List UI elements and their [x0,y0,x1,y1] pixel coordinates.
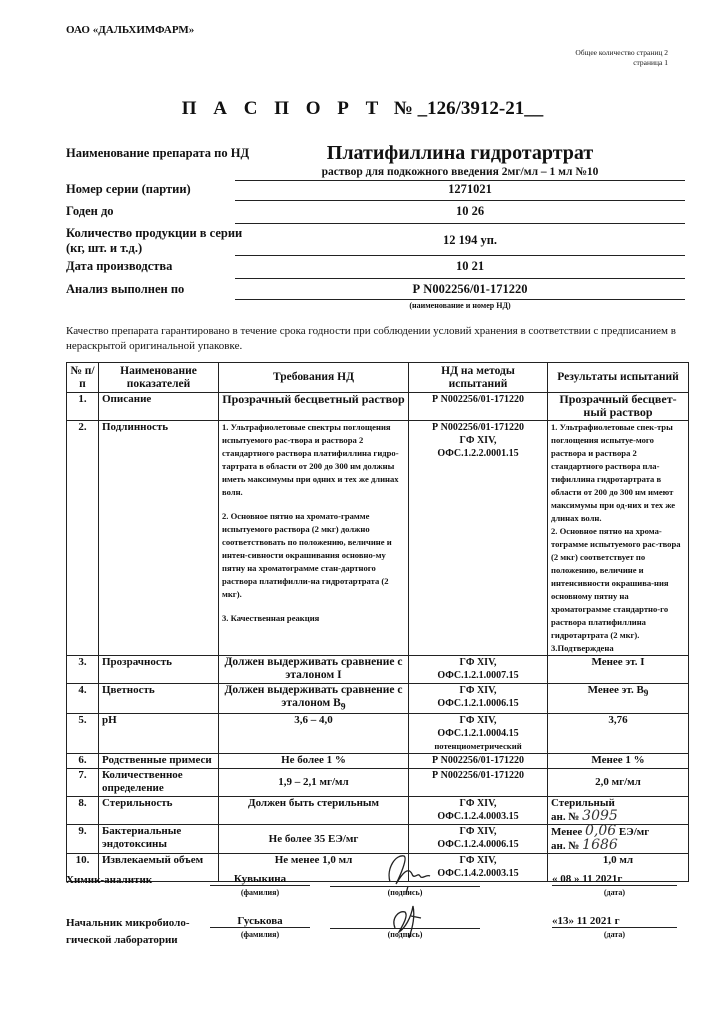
row-requirement: Не более 35 ЕЭ/мг [219,825,409,854]
row-number: 3. [67,656,99,684]
divider [235,255,685,256]
row-requirement: Прозрачный бесцветный раствор [219,393,409,421]
chemist-surname: Кувыкина [210,873,310,886]
requirement-subscript: 9 [340,701,346,713]
row-number: 2. [67,421,99,656]
title-word: П А С П О Р Т [181,98,385,119]
date-caption: (дата) [603,930,626,939]
result-tlc: 2. Основное пятно на хрома-тограмме испытуемого рас-твора (2 мкг) соответствует по положению, величине и интенсивности окрашива-ния основному пятну на хроматограмме стандартно-го раствора платифиллина гидротартрата (2 мкг). [551,526,681,640]
passport-number: № _126/3912-21__ [393,98,544,119]
requirement-reaction: 3. Качественная реакция [222,613,320,623]
divider [235,180,685,181]
method-line: Р N002256/01-171220 [432,422,524,433]
row-number: 7. [67,769,99,797]
col-header-number: № п/п [67,363,99,393]
table-row [67,684,689,714]
method-line: ОФС.1.2.1.0007.15 [437,670,519,681]
analysis-caption: (наименование и номер НД) [409,301,511,310]
row-result: Менее эт. I [548,656,689,684]
result-text: Менее эт. B [587,684,644,696]
method-line: ОФС.1.2.1.0004.15 [437,728,519,740]
head-role [66,915,216,949]
table-row [67,656,689,684]
method-line: ГФ XIV, [459,657,497,668]
table-row [67,797,689,825]
head-role-line: гической лаборатории [66,934,178,946]
row-method: Р N002256/01-171220 [409,393,548,421]
total-pages: Общее количество страниц 2 [575,48,668,57]
result-uv: 1. Ультрафиолетовые спек-тры поглощения испытуе-мого раствора и раствора 2 стандартного раствора пла-тифиллина гидротартрата в области от 200 до 300 нм имеют максимумы при од-них и тех же длинах волн. [551,422,676,523]
row-result: 2,0 мг/мл [548,769,689,797]
page-info [575,48,668,68]
table-header-row [67,363,689,393]
row-method [409,714,548,754]
row-requirement: Должен быть стерильным [219,797,409,825]
drug-name-label: Наименование препарата по НД [66,146,250,160]
analysis-number-label: ан. № [551,840,580,853]
handwritten-analysis-number: 3095 [582,808,618,825]
head-role-line: Начальник микробиоло- [66,917,190,929]
signature-caption: (подпись) [387,930,423,939]
row-number: 10. [67,854,99,882]
divider [235,223,685,224]
requirement-tlc: 2. Основное пятно на хромато-грамме испытуемого раствора (2 мкг) должно соответствовать по положению, величине и интен-сивности окрашивания основно-му пятну на хроматограмме стан-дартного раствора платифилли-на гидротартрата (2 мкг). [222,511,392,599]
analysis-number [551,839,685,853]
row-number: 1. [67,393,99,421]
row-requirement [219,684,409,714]
row-result: 1,0 мл [548,854,689,882]
row-result [548,825,689,854]
row-method [409,421,548,656]
row-method: Р N002256/01-171220 [409,754,548,769]
table-row [67,393,689,421]
result-subscript: 9 [643,688,649,699]
results-table [66,362,689,882]
batch-value: 1271021 [448,182,492,196]
surname-caption: (фамилия) [240,930,280,939]
divider [235,200,685,201]
row-method [409,684,548,714]
divider [235,278,685,279]
row-indicator: Родственные примеси [99,754,219,769]
drug-form: раствор для подкожного введения 2мг/мл – 1 мл №10 [321,166,599,178]
row-result: 3,76 [548,714,689,754]
row-indicator: Количественное определение [99,769,219,797]
method-line: ГФ XIV, [459,685,497,696]
quality-statement: Качество препарата гарантировано в течение срока годности при соблюдении условий хранения в соответствии с предписанием в нераскрытой оригинальной упаковке. [66,325,676,352]
row-requirement: Не более 1 % [219,754,409,769]
chemist-role: Химик-аналитик [66,874,153,886]
document-title [0,98,725,120]
row-indicator: Прозрачность [99,656,219,684]
analysis-value: Р N002256/01-171220 [412,282,528,296]
production-value: 10 21 [455,259,485,273]
table-row [67,769,689,797]
analysis-number-label: ан. № [551,811,580,824]
row-indicator: Бактериальные эндотоксины [99,825,219,854]
row-number: 9. [67,825,99,854]
row-result: Прозрачный бесцвет-ный раствор [548,393,689,421]
batch-label: Номер серии (партии) [66,182,191,196]
row-requirement: Не менее 1,0 мл [219,854,409,882]
method-line: ОФС.1.2.1.0006.15 [437,698,519,709]
divider [235,299,685,300]
row-indicator: Извлекаемый объем [99,854,219,882]
row-method [409,656,548,684]
quantity-label-line: Количество продукции в серии [66,226,243,240]
method-line: ГФ XIV, [459,435,497,446]
date-caption: (дата) [603,888,626,897]
head-surname: Гуськова [210,915,310,928]
analysis-number [551,810,685,824]
result-unit: ЕЭ/мг [618,826,650,839]
handwritten-analysis-number: 1686 [582,837,618,854]
row-indicator: Подлинность [99,421,219,656]
table-row [67,754,689,769]
endotoxin-result [551,825,685,839]
expiry-label: Годен до [66,204,114,218]
requirement-uv: 1. Ультрафиолетовые спектры поглощения испытуемого рас-твора и раствора 2 стандартного раствора платифиллина гидро-тартрата в области от 200 до 300 нм должны иметь максимумы при одних и тех же длинах волн. [222,422,399,497]
row-requirement: Должен выдерживать сравнение с эталоном I [219,656,409,684]
result-less-than: Менее [551,826,583,839]
row-method: Р N002256/01-171220 [409,769,548,797]
production-label: Дата производства [66,259,173,273]
col-header-results: Результаты испытаний [548,363,689,393]
quantity-label-line: (кг, шт. и т.д.) [66,241,143,255]
method-line: ГФ XIV, [459,715,497,727]
chemist-date: « 08 » 11 2021г [552,873,677,886]
company-name: ОАО «ДАЛЬХИМФАРМ» [66,24,195,36]
chemist-signature [378,846,448,894]
row-requirement: 1,9 – 2,1 мг/мл [219,769,409,797]
signature-caption: (подпись) [387,888,423,897]
method-line: ГФ XIV, [459,826,497,838]
table-row [67,714,689,754]
method-line: ГФ XIV, [459,798,497,810]
method-line: ОФС.1.2.2.0001.15 [437,448,519,459]
method-line: ОФС.1.4.2.0003.15 [437,868,519,880]
row-indicator: Стерильность [99,797,219,825]
result-reaction: 3.Подтверждена [551,643,614,653]
surname-caption: (фамилия) [240,888,280,897]
method-line: потенциометрический [434,741,522,752]
handwritten-endotoxin-value: 0,06 [584,823,617,840]
col-header-methods: НД на методы испытаний [409,363,548,393]
row-number: 4. [67,684,99,714]
requirement-text: Должен выдерживать сравнение с эталоном B [224,684,403,709]
col-header-indicator: Наименование показателей [99,363,219,393]
row-result [548,797,689,825]
expiry-value: 10 26 [455,204,485,218]
page-number: страница 1 [633,58,668,67]
row-requirement: 3,6 – 4,0 [219,714,409,754]
method-line: ОФС.1.2.4.0006.15 [437,839,519,851]
method-line: ГФ XIV, [459,855,497,867]
table-row [67,421,689,656]
quantity-value: 12 194 уп. [442,233,498,247]
row-indicator: pH [99,714,219,754]
row-indicator: Цветность [99,684,219,714]
row-number: 8. [67,797,99,825]
row-method [409,797,548,825]
row-result: Менее 1 % [548,754,689,769]
col-header-requirements: Требования НД [219,363,409,393]
row-number: 5. [67,714,99,754]
signature-icon [378,846,448,894]
row-indicator: Описание [99,393,219,421]
method-line: ОФС.1.2.4.0003.15 [437,811,519,823]
analysis-label: Анализ выполнен по [66,282,185,296]
quantity-label [66,226,276,256]
head-date: «13» 11 2021 г [552,915,677,928]
result-sterile: Стерильный [551,797,615,810]
row-number: 6. [67,754,99,769]
row-requirement [219,421,409,656]
row-result [548,421,689,656]
row-result [548,684,689,714]
drug-name: Платифиллина гидротартрат [326,142,594,164]
